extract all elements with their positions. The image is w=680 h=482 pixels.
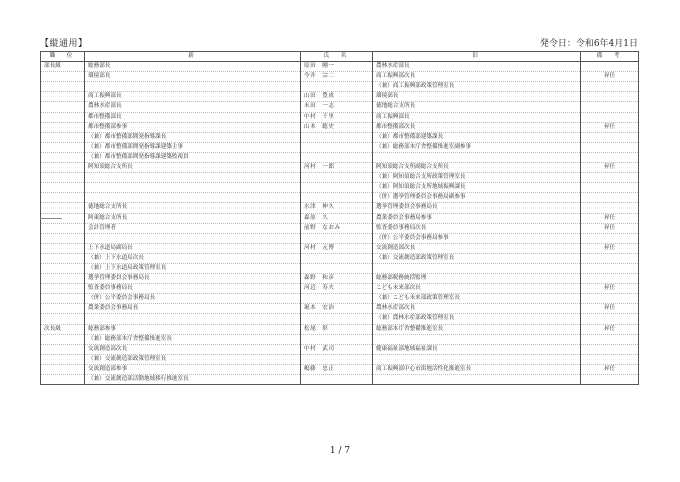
note-cell [581,274,639,284]
name-cell [301,375,373,385]
document-label: 【縦通用】 [40,39,88,49]
table-row [41,82,639,92]
table-row [41,102,639,112]
note-cell: 昇任 [581,284,639,294]
name-cell: 中村 武司 [301,344,373,354]
note-cell [581,173,639,183]
name-cell [301,294,373,304]
new-post-cell [85,183,301,193]
note-cell [581,294,639,304]
old-post-cell: 農林水産部長 [373,62,581,72]
rank-cell [41,163,85,173]
table-row [41,334,639,344]
old-post-cell: 監査委員事務局次長 [373,223,581,233]
note-cell [581,102,639,112]
issue-date: 発令日：令和6年4月1日 [539,39,638,49]
new-post-cell: 選挙管理委員会事務局長 [85,274,301,284]
name-cell [301,263,373,273]
header-name: 氏 名 [301,52,373,62]
new-post-cell: 交流創造部参事 [85,364,301,374]
note-cell [581,344,639,354]
old-post-cell [373,375,581,385]
rank-cell [41,274,85,284]
new-post-cell [85,82,301,92]
header-new-post: 新 [85,52,301,62]
new-post-cell: （兼）都市整備部開発指導課建築監視員 [85,152,301,162]
note-cell: 昇任 [581,364,639,374]
old-post-cell: 総務部税務統括監理 [373,274,581,284]
page-number: 1 / 7 [329,446,351,456]
note-cell: 昇任 [581,324,639,334]
rank-cell [41,263,85,273]
table-row [41,284,639,294]
table-row [41,112,639,122]
personnel-table [40,51,639,385]
rank-cell [41,173,85,183]
note-cell: 昇任 [581,223,639,233]
rank-cell [41,304,85,314]
new-post-cell: 監査委員事務局長 [85,284,301,294]
new-post-cell: 総務部長 [85,62,301,72]
table-row [41,122,639,132]
table-row [41,193,639,203]
rank-cell [41,223,85,233]
old-post-cell: 阿知須総合支所副総合支所長 [373,163,581,173]
new-post-cell: （兼）都市整備部開発指導課長 [85,132,301,142]
name-cell [301,183,373,193]
margin-rule [40,218,62,219]
table-row [41,263,639,273]
rank-cell: 部長級 [41,62,85,72]
name-cell [301,334,373,344]
table-row [41,203,639,213]
new-post-cell: 農業委員会事務局長 [85,304,301,314]
name-cell [301,82,373,92]
name-cell [301,152,373,162]
note-cell [581,82,639,92]
name-cell: 森原 久 [301,213,373,223]
table-body [41,62,639,385]
new-post-cell: 上下水道局副局長 [85,243,301,253]
old-post-cell: （併）公平委員会事務局参事 [373,233,581,243]
rank-cell [41,243,85,253]
old-post-cell: （兼）阿知須総合支所地域振興課長 [373,183,581,193]
header-note: 備 考 [581,52,639,62]
name-cell: 中村 千里 [301,112,373,122]
rank-cell [41,142,85,152]
note-cell [581,62,639,72]
rank-cell [41,92,85,102]
name-cell: 河辺 寿夫 [301,284,373,294]
name-cell: 松尾 彰 [301,324,373,334]
old-post-cell: 農業委員会事務局参事 [373,213,581,223]
name-cell: 水津 伸久 [301,203,373,213]
table-row [41,364,639,374]
note-cell: 昇任 [581,213,639,223]
note-cell [581,253,639,263]
new-post-cell: 交流創造部次長 [85,344,301,354]
old-post-cell: 商工振興部長 [373,112,581,122]
rank-cell [41,375,85,385]
table-header-row [41,52,639,62]
rank-cell [41,354,85,364]
rank-cell [41,203,85,213]
old-post-cell: （兼）商工振興部政策管理室長 [373,82,581,92]
note-cell [581,334,639,344]
old-post-cell [373,152,581,162]
old-post-cell: （兼）こども未来部政策管理室長 [373,294,581,304]
rank-cell [41,122,85,132]
name-cell [301,354,373,364]
rank-cell [41,233,85,243]
name-cell: 原田 剛一 [301,62,373,72]
note-cell: 昇任 [581,72,639,82]
old-post-cell [373,263,581,273]
name-cell: 末田 一志 [301,102,373,112]
old-post-cell: 商工振興部次長 [373,72,581,82]
old-post-cell: （併）選挙管理委員会事務局副参事 [373,193,581,203]
old-post-cell: （兼）農林水産部政策管理室長 [373,314,581,324]
old-post-cell: 農林水産部次長 [373,304,581,314]
new-post-cell: （兼）都市整備部開発指導課建築主事 [85,142,301,152]
name-cell [301,193,373,203]
new-post-cell: 都市整備部参事 [85,122,301,132]
table-row [41,314,639,324]
new-post-cell: （兼）上下水道局次長 [85,253,301,263]
name-cell [301,233,373,243]
table-row [41,304,639,314]
new-post-cell [85,193,301,203]
new-post-cell: 都市整備部長 [85,112,301,122]
table-row [41,324,639,334]
rank-cell [41,334,85,344]
name-cell [301,142,373,152]
new-post-cell: 農林水産部長 [85,102,301,112]
rank-cell [41,112,85,122]
old-post-cell: 都市整備部次長 [373,122,581,132]
table-row [41,253,639,263]
old-post-cell: （兼）都市整備部建築課長 [373,132,581,142]
table-row [41,62,639,72]
note-cell [581,132,639,142]
name-cell [301,253,373,263]
rank-cell [41,253,85,263]
table-row [41,163,639,173]
table-row [41,152,639,162]
note-cell [581,152,639,162]
old-post-cell: （兼）阿知須総合支所政策管理室長 [373,173,581,183]
table-row [41,294,639,304]
name-cell [301,314,373,324]
note-cell [581,314,639,324]
old-post-cell [373,354,581,364]
old-post-cell: 選挙管理委員会事務局長 [373,203,581,213]
header-rank: 職 位 [41,52,85,62]
note-cell: 昇任 [581,163,639,173]
note-cell [581,183,639,193]
note-cell [581,203,639,213]
name-cell: 山田 豊成 [301,92,373,102]
name-cell [301,132,373,142]
rank-cell [41,294,85,304]
old-post-cell: 環境部長 [373,92,581,102]
new-post-cell: 会計管理者 [85,223,301,233]
table-row [41,183,639,193]
new-post-cell: 阿知須総合支所長 [85,163,301,173]
note-cell: 昇任 [581,122,639,132]
old-post-cell: 健康福祉部地域福祉課長 [373,344,581,354]
note-cell [581,354,639,364]
note-cell: 昇任 [581,243,639,253]
name-cell: 嶋藤 忠正 [301,364,373,374]
name-cell [301,173,373,183]
table-row [41,223,639,233]
new-post-cell: （兼）総務部本庁舎整備推進室長 [85,334,301,344]
new-post-cell: （兼）交流創造部活動地域移行推進室長 [85,375,301,385]
old-post-cell: 商工振興部中心市街地活性化推進室長 [373,364,581,374]
note-cell: 昇任 [581,304,639,314]
rank-cell [41,364,85,374]
name-cell: 堀本 宏治 [301,304,373,314]
rank-cell [41,82,85,92]
table-row [41,233,639,243]
rank-cell [41,132,85,142]
new-post-cell: （兼）交流創造部政策管理室長 [85,354,301,364]
table-row [41,72,639,82]
rank-cell: 次長級 [41,324,85,334]
header-old-post: 旧 [373,52,581,62]
new-post-cell: （併）公平委員会事務局長 [85,294,301,304]
table-row [41,274,639,284]
note-cell [581,92,639,102]
name-cell: 前野 なおみ [301,223,373,233]
rank-cell [41,193,85,203]
name-cell: 今井 宗二 [301,72,373,82]
name-cell: 森野 和彦 [301,274,373,284]
rank-cell [41,284,85,294]
new-post-cell: 環境部長 [85,72,301,82]
old-post-cell: 交流創造部次長 [373,243,581,253]
table-row [41,142,639,152]
rank-cell [41,344,85,354]
note-cell [581,142,639,152]
new-post-cell [85,173,301,183]
rank-cell [41,72,85,82]
new-post-cell: （兼）上下水道局政策管理室長 [85,263,301,273]
old-post-cell: 徳地総合支所長 [373,102,581,112]
old-post-cell: （兼）交流創造部政策管理室長 [373,253,581,263]
rank-cell [41,102,85,112]
name-cell: 河村 一郎 [301,163,373,173]
table-row [41,344,639,354]
old-post-cell: （兼）総務部本庁舎整備推進室副参事 [373,142,581,152]
new-post-cell: 商工振興部長 [85,92,301,102]
old-post-cell [373,334,581,344]
note-cell [581,263,639,273]
note-cell [581,233,639,243]
note-cell [581,375,639,385]
table-row [41,132,639,142]
table-row [41,92,639,102]
table-row [41,243,639,253]
new-post-cell [85,233,301,243]
table-row [41,173,639,183]
old-post-cell: 総務部本庁舎整備推進室長 [373,324,581,334]
old-post-cell: こども未来部次長 [373,284,581,294]
new-post-cell: 総務部参事 [85,324,301,334]
note-cell [581,193,639,203]
new-post-cell [85,314,301,324]
rank-cell [41,152,85,162]
table-row [41,354,639,364]
new-post-cell: 阿東総合支所長 [85,213,301,223]
new-post-cell: 徳地総合支所長 [85,203,301,213]
rank-cell [41,314,85,324]
note-cell [581,112,639,122]
name-cell: 河村 元博 [301,243,373,253]
name-cell: 山本 聡史 [301,122,373,132]
table-row [41,375,639,385]
table-row [41,213,639,223]
rank-cell [41,183,85,193]
